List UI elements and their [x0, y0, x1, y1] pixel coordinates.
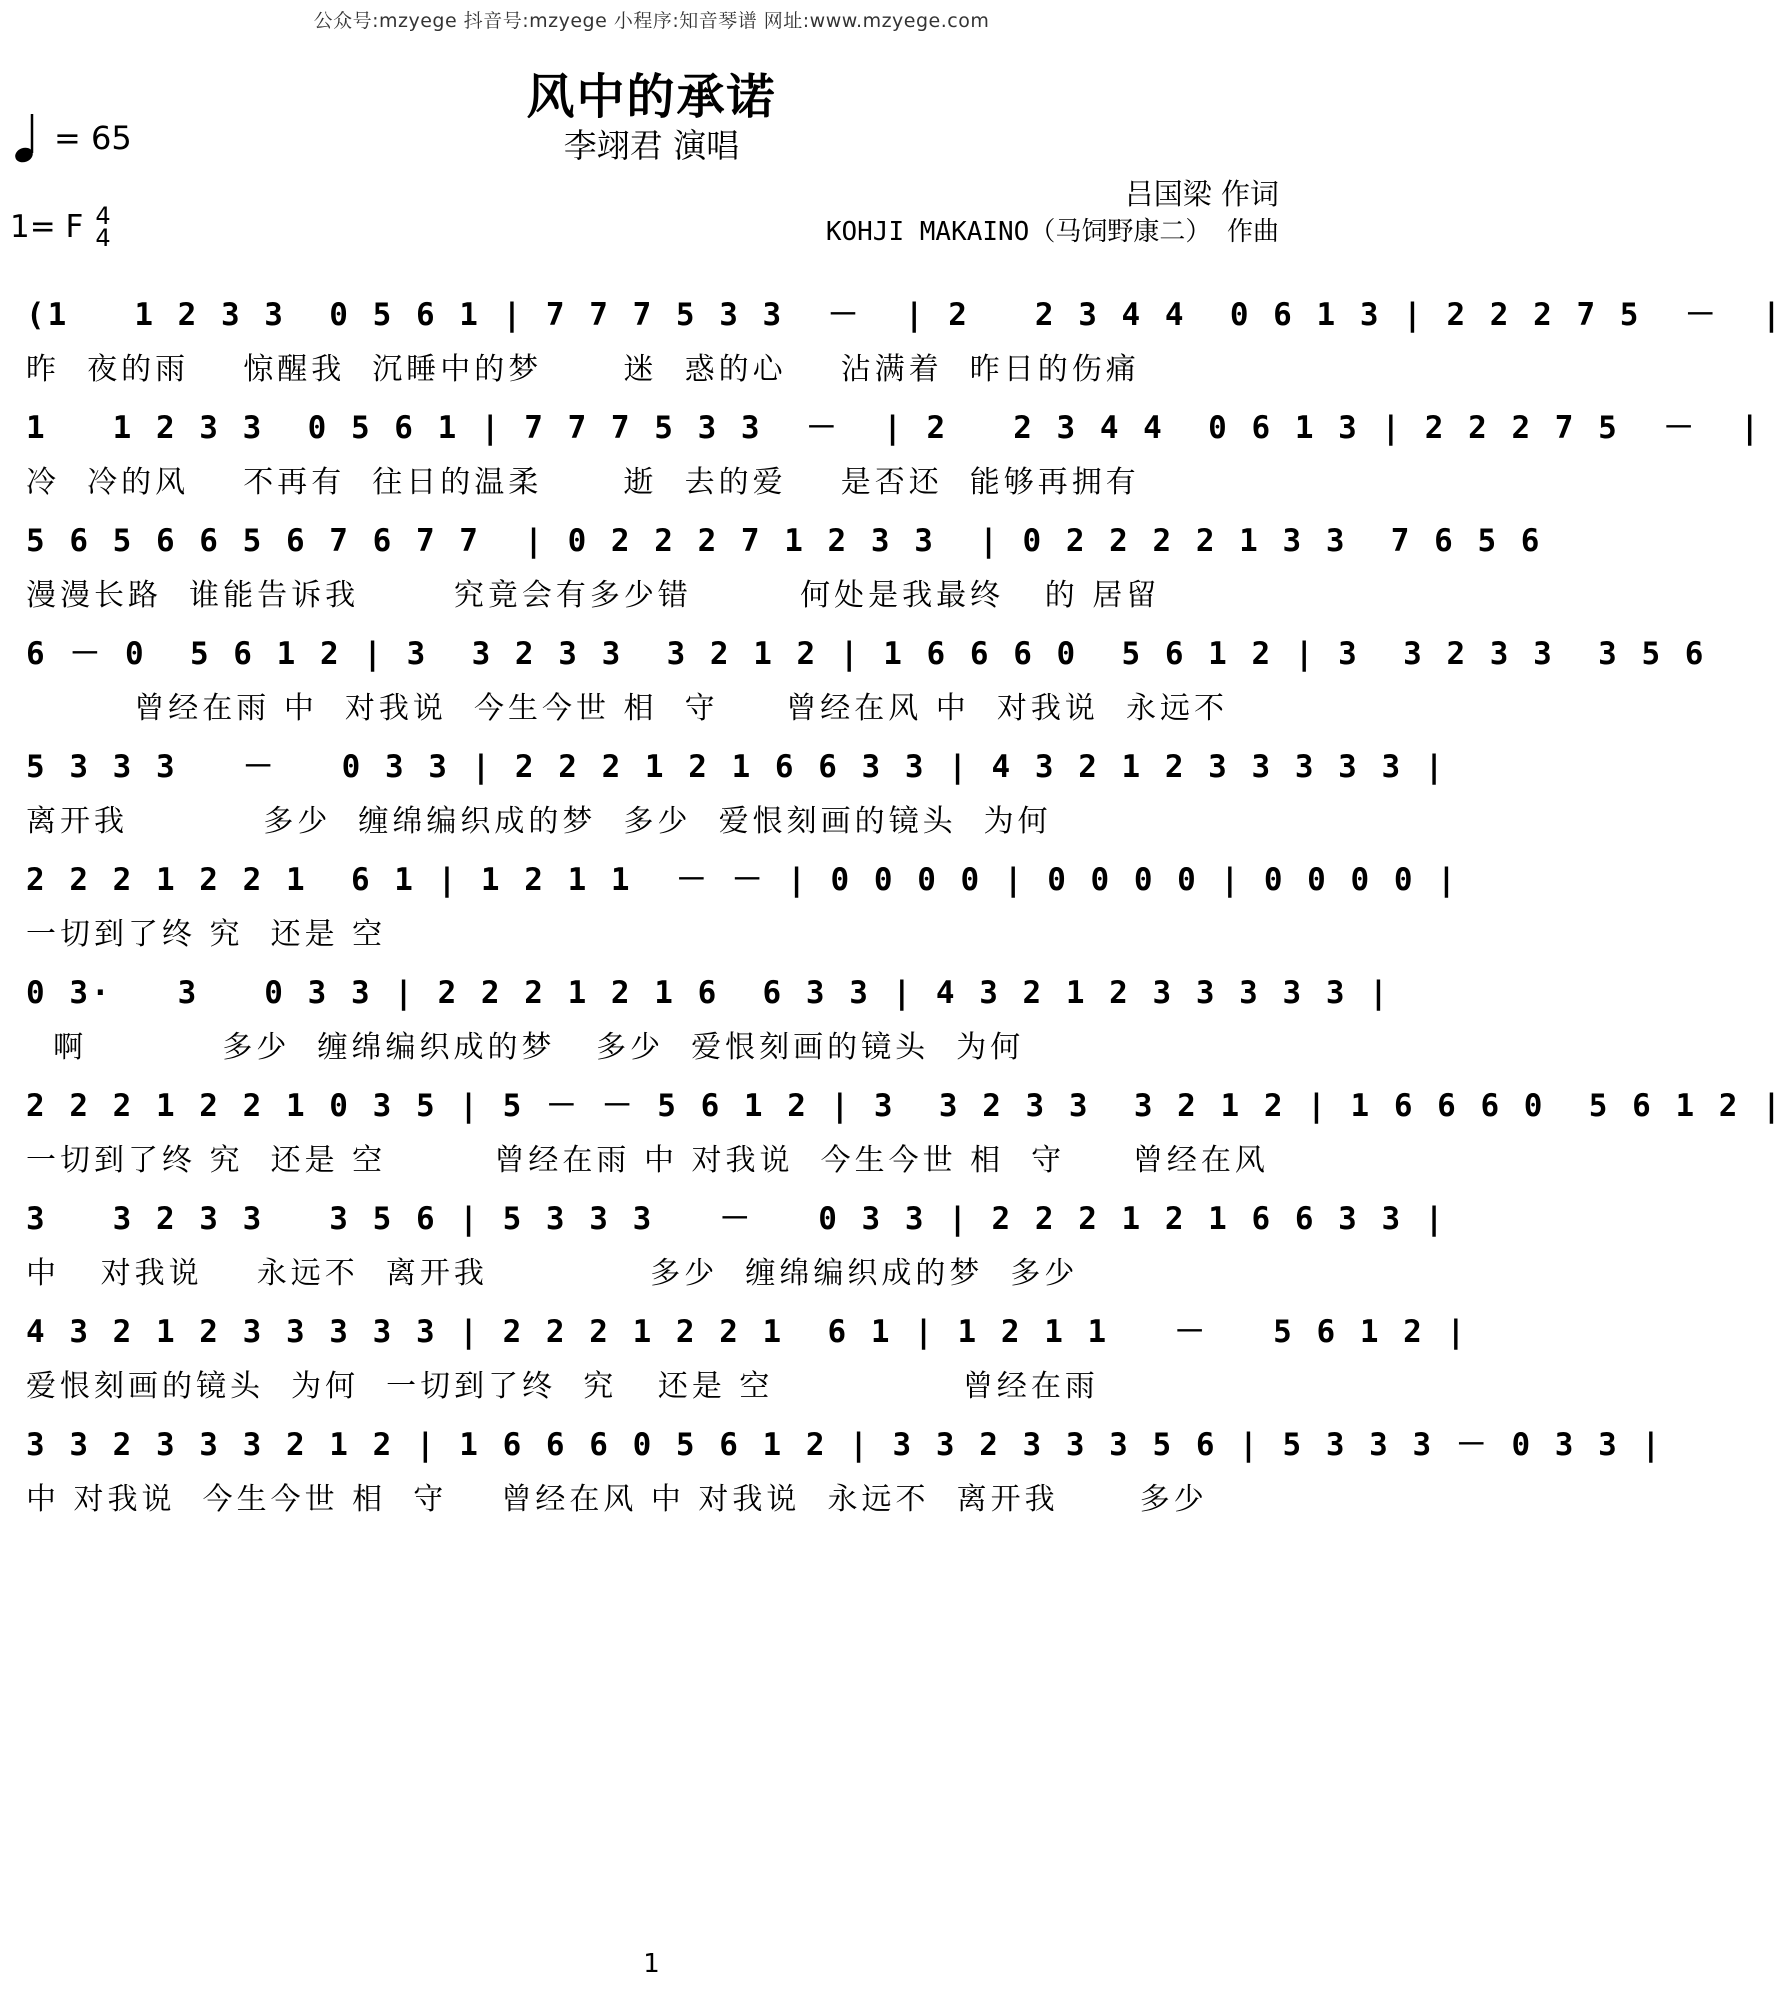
source-header: 公众号:mzyege 抖音号:mzyege 小程序:知音琴谱 网址:www.mzyege.com [313, 10, 990, 32]
page-number: 1 [643, 1949, 660, 1979]
tempo-marking [14, 112, 132, 164]
lyrics-row: 离开我 多少 缠绵编织成的梦 多少 爱恨刻画的镜头 为何 [26, 804, 1052, 839]
tempo-value: = 65 [54, 119, 132, 157]
notes-row: 2 2 2 1 2 2 1 0 3 5 | 5 － － 5 6 1 2 | 3 3 2 3 3 3 2 1 2 | 1 6 6 6 0 5 6 1 2 | [26, 1088, 1784, 1124]
time-signature-top: 4 [95, 202, 111, 230]
lyrics-row: 冷 冷的风 不再有 往日的温柔 逝 去的爱 是否还 能够再拥有 [26, 465, 1140, 500]
lyrics-row: 一切到了终 究 还是 空 [26, 917, 387, 952]
lyrics-row: 中 对我说 今生今世 相 守 曾经在风 中 对我说 永远不 离开我 多少 [26, 1482, 1208, 1517]
lyrics-row: 啊 多少 缠绵编织成的梦 多少 爱恨刻画的镜头 为何 [26, 1030, 1025, 1065]
notes-row: 0 3· 3 0 3 3 | 2 2 2 1 2 1 6 6 3 3 | 4 3 2 1 2 3 3 3 3 3 | [26, 975, 1391, 1011]
lyrics-row: 一切到了终 究 还是 空 曾经在雨 中 对我说 今生今世 相 守 曾经在风 [26, 1143, 1269, 1178]
song-singer: 李翊君 演唱 [563, 126, 740, 165]
score-system [26, 1410, 1664, 1550]
notes-row: 3 3 2 3 3 3 5 6 | 5 3 3 3 － 0 3 3 | 2 2 2 1 2 1 6 6 3 3 | [26, 1201, 1447, 1237]
lyrics-row: 漫漫长路 谁能告诉我 究竟会有多少错 何处是我最终 的 居留 [26, 578, 1161, 613]
lyricist-credit: 吕国梁 作词 [1124, 177, 1279, 211]
key-label: 1= F [10, 209, 84, 245]
notes-row: 4 3 2 1 2 3 3 3 3 3 | 2 2 2 1 2 2 1 6 1 | 1 2 1 1 － 5 6 1 2 | [26, 1314, 1469, 1350]
credits [826, 175, 1279, 251]
notes-row: 2 2 2 1 2 2 1 6 1 | 1 2 1 1 － － | 0 0 0 0 | 0 0 0 0 | 0 0 0 0 | [26, 862, 1459, 898]
lyrics-row: 中 对我说 永远不 离开我 多少 缠绵编织成的梦 多少 [26, 1256, 1079, 1291]
composer-credit: KOHJI MAKAINO（马饲野康二） 作曲 [825, 217, 1279, 247]
notes-row: (1 1 2 3 3 0 5 6 1 | 7 7 7 5 3 3 － | 2 2 3 4 4 0 6 1 3 | 2 2 2 7 5 － | [26, 297, 1784, 333]
song-title: 风中的承诺 [526, 69, 777, 125]
lyrics-row: 曾经在雨 中 对我说 今生今世 相 守 曾经在风 中 对我说 永远不 [26, 691, 1228, 726]
time-signature-bottom: 4 [95, 224, 111, 252]
notes-row: 5 3 3 3 － 0 3 3 | 2 2 2 1 2 1 6 6 3 3 | 4 3 2 1 2 3 3 3 3 3 | [26, 749, 1447, 785]
notes-row: 3 3 2 3 3 3 2 1 2 | 1 6 6 6 0 5 6 1 2 | 3 3 2 3 3 3 5 6 | 5 3 3 3 － 0 3 3 | [26, 1427, 1664, 1463]
notes-row: 1 1 2 3 3 0 5 6 1 | 7 7 7 5 3 3 － | 2 2 3 4 4 0 6 1 3 | 2 2 2 7 5 － | [26, 410, 1763, 446]
lyrics-row: 爱恨刻画的镜头 为何 一切到了终 究 还是 空 曾经在雨 [26, 1369, 1099, 1404]
notes-row: 5 6 5 6 6 5 6 7 6 7 7 | 0 2 2 2 7 1 2 3 3 | 0 2 2 2 2 1 3 3 7 6 5 6 [26, 523, 1543, 559]
quarter-note-icon [14, 112, 40, 164]
lyrics-row: 昨 夜的雨 惊醒我 沉睡中的梦 迷 惑的心 沾满着 昨日的伤痛 [26, 352, 1140, 387]
key-signature [10, 202, 111, 252]
notes-row: 6 － 0 5 6 1 2 | 3 3 2 3 3 3 2 1 2 | 1 6 6 6 0 5 6 1 2 | 3 3 2 3 3 3 5 6 [26, 636, 1707, 672]
time-signature [95, 202, 111, 252]
